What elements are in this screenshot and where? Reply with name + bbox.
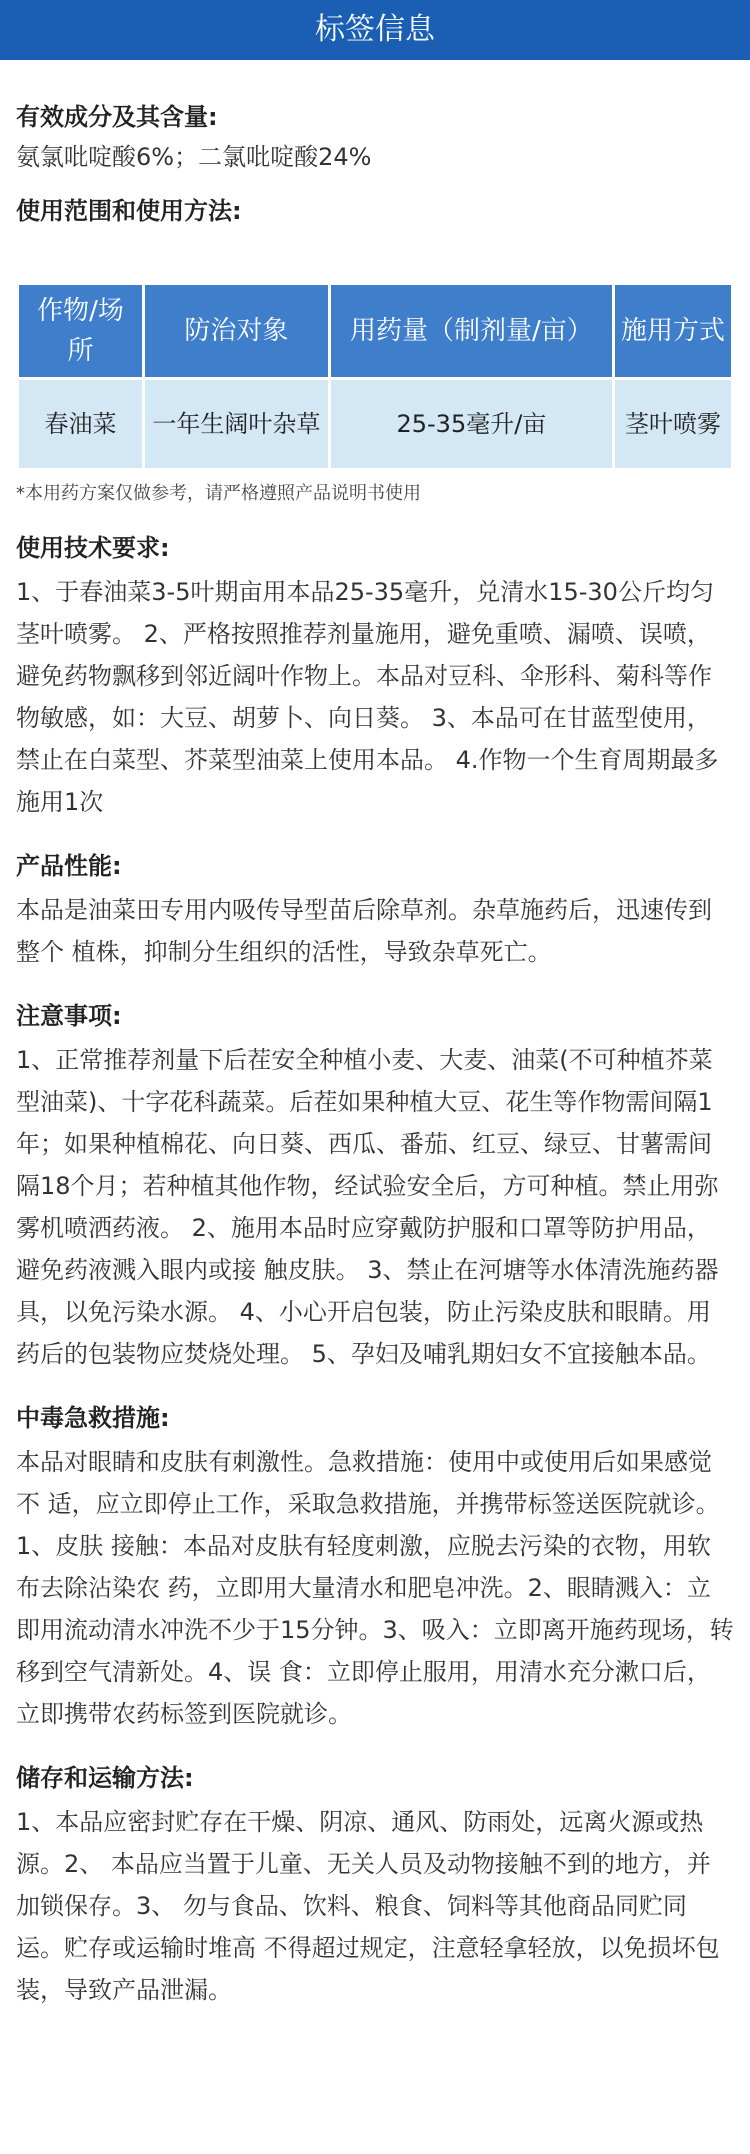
performance-text: 本品是油菜田专用内吸传导型苗后除草剂。杂草施药后，迅速传到整个 植株，抑制分生组织的活性，导致杂草死亡。 bbox=[16, 896, 712, 966]
header-target: 防治对象 bbox=[145, 285, 328, 377]
cell-target: 一年生阔叶杂草 bbox=[145, 380, 328, 468]
page-header bbox=[0, 0, 750, 60]
active-ingredient-section bbox=[16, 100, 734, 178]
header-dosage: 用药量（制剂量/亩） bbox=[331, 285, 612, 377]
caution-text: 1、正常推荐剂量下后茬安全种植小麦、大麦、油菜(不可种植芥菜型油菜)、十字花科蔬菜。后茬如果种植大豆、花生等作物需间隔1年；如果种植棉花、向日葵、西瓜、番茄、红豆、绿豆、甘薯需间隔18个月；若种植其他作物，经试验安全后，方可种植。禁止用弥雾机喷洒药液。 2、施用本品时应穿戴防护服和口罩等防护用品，避免药液溅入眼内或接 触皮肤。 3、禁止在河塘等水体清洗施药器具，以免污染水源。 4、小心开启包装，防止污染皮肤和眼睛。用药后的包装物应焚烧处理。 5、孕妇及哺乳期妇女不宜接触本品。 bbox=[16, 1046, 719, 1368]
storage-section bbox=[16, 1761, 734, 2011]
header-method: 施用方式 bbox=[615, 285, 731, 377]
tech-text: 1、于春油菜3-5叶期亩用本品25-35毫升，兑清水15-30公斤均匀茎叶喷雾。 2、严格按照推荐剂量施用，避免重喷、漏喷、误喷，避免药物飘移到邻近阔叶作物上。本品对豆科、伞形科、菊科等作物敏感，如：大豆、胡萝卜、向日葵。 3、本品可在甘蓝型使用，禁止在白菜型、芥菜型油菜上使用本品。 4.作物一个生育周期最多施用1次 bbox=[16, 578, 719, 816]
caution-title: 注意事项: bbox=[16, 1002, 122, 1030]
storage-text: 1、本品应密封贮存在干燥、阴凉、通风、防雨处，远离火源或热源。2、 本品应当置于儿童、无关人员及动物接触不到的地方，并加锁保存。3、 勿与食品、饮料、粮食、饲料等其他商品同贮同运。贮存或运输时堆高 不得超过规定，注意轻拿轻放，以免损坏包装，导致产品泄漏。 bbox=[16, 1808, 720, 2004]
first-aid-text: 本品对眼睛和皮肤有刺激性。急救措施：使用中或使用后如果感觉不 适，应立即停止工作，采取急救措施，并携带标签送医院就诊。1、皮肤 接触：本品对皮肤有轻度刺激，应脱去污染的衣物，用软布去除沾染农 药，立即用大量清水和肥皂冲洗。2、眼睛溅入：立即用流动清水冲洗不少于15分钟。3、吸入：立即离开施药现场，转移到空气清新处。4、误 食：立即停止服用，用清水充分漱口后，立即携带农药标签到医院就诊。 bbox=[16, 1448, 734, 1728]
header-crop: 作物/场所 bbox=[19, 285, 142, 377]
cell-dosage: 25-35毫升/亩 bbox=[331, 380, 612, 468]
storage-title: 储存和运输方法: bbox=[16, 1764, 194, 1792]
cell-crop: 春油菜 bbox=[19, 380, 142, 468]
scope-section bbox=[16, 194, 734, 228]
tech-section bbox=[16, 531, 734, 823]
first-aid-title: 中毒急救措施: bbox=[16, 1404, 170, 1432]
usage-note: *本用药方案仅做参考，请严格遵照产品说明书使用 bbox=[16, 483, 421, 504]
cell-method: 茎叶喷雾 bbox=[615, 380, 731, 468]
label-content bbox=[0, 100, 750, 2011]
table-row bbox=[19, 380, 731, 468]
performance-section bbox=[16, 849, 734, 973]
active-ingredient-text: 氨氯吡啶酸6%；二氯吡啶酸24% bbox=[16, 143, 372, 171]
performance-title: 产品性能: bbox=[16, 852, 122, 880]
tech-title: 使用技术要求: bbox=[16, 534, 170, 562]
dosage-table bbox=[16, 282, 734, 471]
scope-title: 使用范围和使用方法: bbox=[16, 197, 242, 225]
dosage-table-header-row bbox=[19, 285, 731, 377]
page-title: 标签信息 bbox=[315, 12, 435, 47]
caution-section bbox=[16, 999, 734, 1375]
first-aid-section bbox=[16, 1401, 734, 1735]
active-ingredient-title: 有效成分及其含量: bbox=[16, 103, 218, 131]
